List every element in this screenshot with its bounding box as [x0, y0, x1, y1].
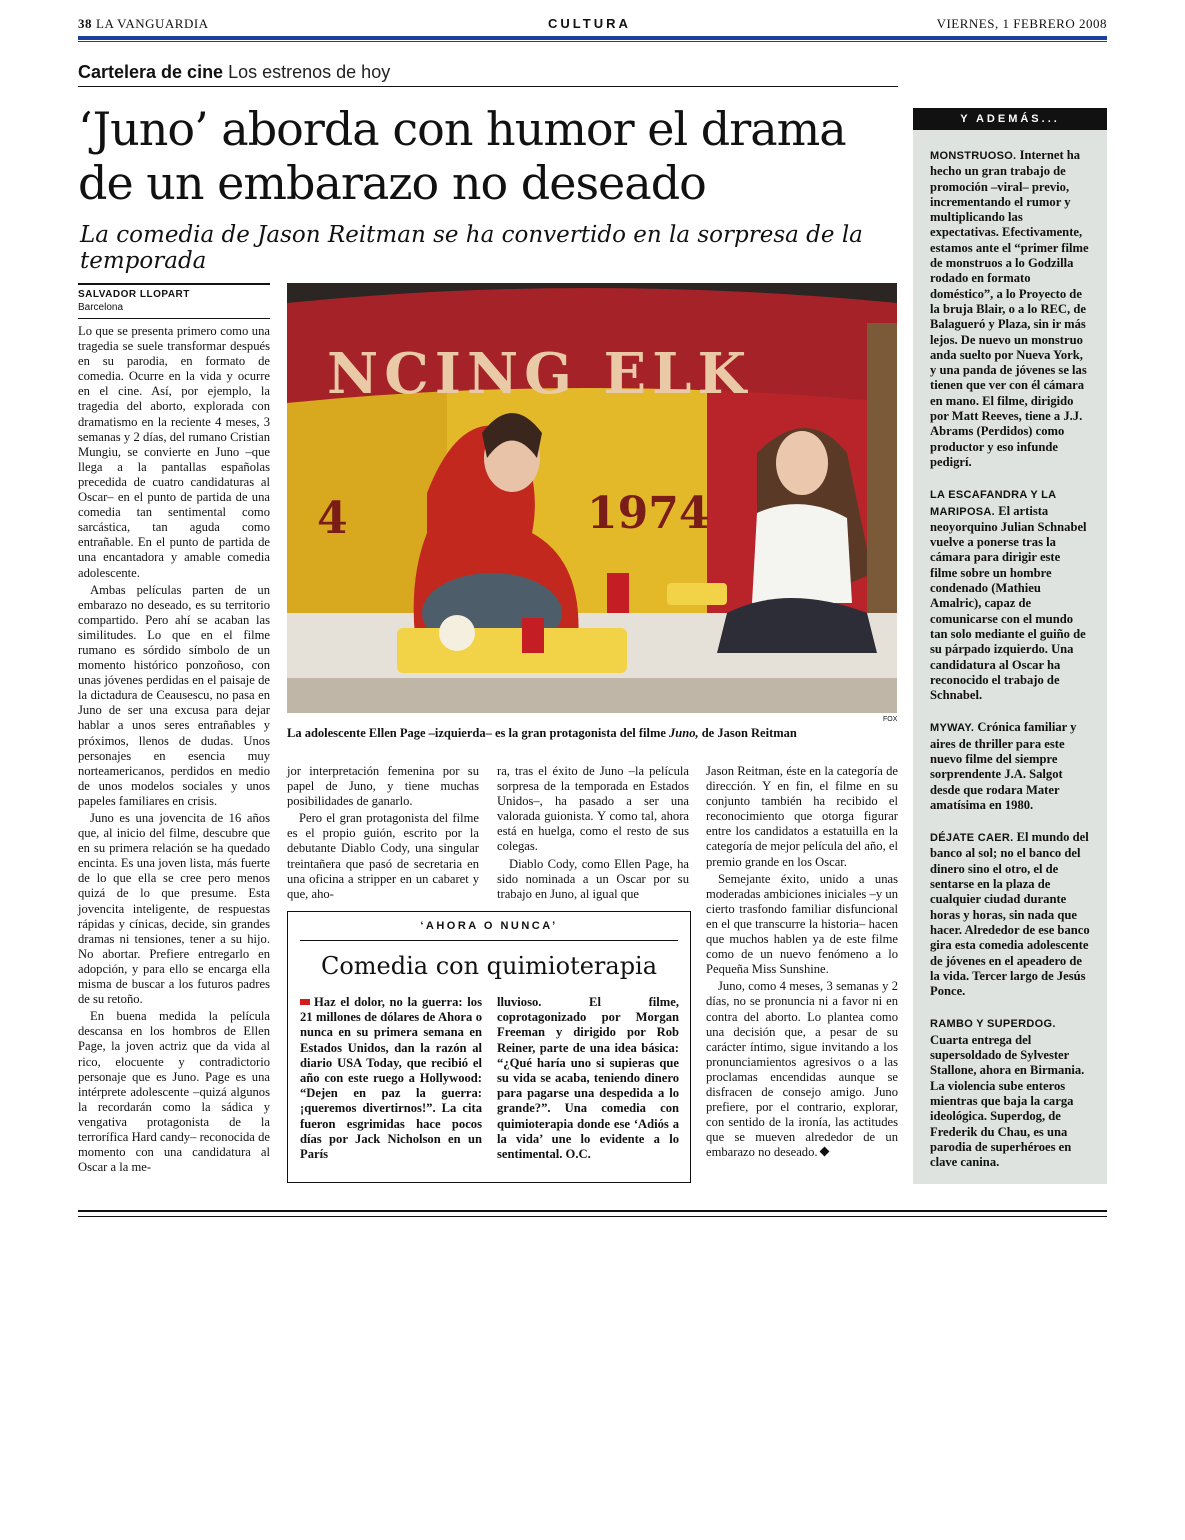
caption-text-end: de Jason Reitman — [698, 726, 797, 740]
paragraph: jor interpretación femenina por su papel de Juno, y tiene muchas posibilidades de ganarlo. — [287, 764, 479, 809]
page-number: 38 — [78, 16, 92, 31]
kicker-sub: Los estrenos de hoy — [228, 62, 391, 82]
banner-left-number: 4 — [317, 493, 348, 544]
byline-rule — [78, 283, 270, 285]
box-text: Haz el dolor, no la guerra: los 21 millones de dólares de Ahora o nunca en su primera semana en Estados Unidos, dan la razón al diario USA Today, que recibió el año con este ruego a Hollywood: “Dejen en paz la guerra: ¡queremos divertirnos!”. La cita fueron esgrimidas hace pocos días por Jack Nicholson en un París — [300, 995, 482, 1162]
photo-credit: FOX — [883, 716, 898, 723]
paragraph: Ambas películas parten de un embarazo no deseado, es su territorio compartido. Pero ahí se acaban las similitudes. Lo que en el filme rumano es sórdido símbolo de un momento histórico ponzoñoso, con unas jóvenes perdidas en el paisaje de la dictadura de Ceausescu, no pasa en Juno de ser una excusa para dejar hablar a unos seres entrañables y próximos, llenos de dudas. Unos personajes en esencia muy norteamericanos, perdidos en medio de unos modelos sociales y unos papeles familiares en crisis. — [78, 582, 270, 808]
footer-rule-thin — [78, 1216, 1107, 1217]
photo-caption — [287, 726, 897, 741]
paragraph-text: Juno, como 4 meses, 3 semanas y 2 días, no se pronuncia ni a favor ni en contra del aborto. Lo plantea como una decisión que, a pesar de su carácter íntimo, sigue invitando a los pronunciamientos agresivos o a las proclamas encendidas aunque se disfracen de consejo amigo. Juno prefiere, por el contrario, explorar, con sentido de la ironía, las actitudes que se mueven alrededor de un embarazo no deseado. — [706, 979, 898, 1160]
kicker-rule — [78, 86, 898, 87]
paragraph: Semejante éxito, unido a unas moderadas ambiciones iniciales –y un cierto trasfondo familiar disfuncional en el que transcurre la historia– hacen que muchos hablen ya de este filme como de un nuevo fenómeno a lo Pequeña Miss Sunshine. — [706, 871, 898, 977]
sidebar-item — [930, 487, 1090, 703]
headline-line-2: de un embarazo no deseado — [78, 156, 706, 210]
sidebar-item-label: RAMBO Y SUPERDOG. — [930, 1018, 1056, 1031]
box-title: Comedia con quimioterapia — [320, 952, 658, 980]
headline-line-1: ‘Juno’ aborda con humor el drama — [78, 102, 846, 156]
banner-right-number: 1974 — [587, 488, 710, 539]
newspaper-name: LA VANGUARDIA — [96, 16, 209, 31]
byline-author: SALVADOR LLOPART — [78, 289, 190, 300]
sidebar-item-label: DÉJATE CAER. — [930, 832, 1014, 845]
kicker — [78, 62, 390, 83]
footer-rule — [78, 1210, 1107, 1212]
paragraph: Juno es una jovencita de 16 años que, al inicio del filme, descubre que en su primera relación se ha quedado encinta. Es una joven lista, más fuerte de lo que ella se cree pero menos quizá de lo que presume. Esta jovencita inteligente, de respuestas rápidas y cínicas, decide, sin grandes dramas ni tensiones, tener a su hijo. No abortar. Prefiere entregarlo en adopción, y para ello se encarga ella misma de buscar a los futuros padres de su retoño. — [78, 811, 270, 1007]
box-tag: ‘AHORA O NUNCA’ — [420, 920, 558, 932]
article-photo — [287, 283, 897, 713]
bullet-icon — [300, 999, 310, 1005]
sidebar-item-text: Crónica familiar y aires de thriller para este nuevo filme del siempre sorprendente J.A. Salgot desde que rodara Mater amatísima en 1980. — [930, 720, 1077, 812]
box-column-1 — [300, 995, 482, 1162]
paragraph: Lo que se presenta primero como una tragedia se suele transformar después en su parodia, en formato de comedia. Ocurre en la vida y ocurre en el cine. Así, por ejemplo, la tragedia del aborto, explorada con dramatismo en la reciente 4 meses, 3 semanas y 2 días, del rumano Cristian Mungiu, se convierte en Juno –que llega a la pantallas españolas precedida de cuatro candidaturas al Oscar– en el punto de partida de una comedia tan sentimental como sarcástica, tan aguda como entrañable. En el punto de partida de una encantadora y amable comedia adolescente. — [78, 324, 270, 580]
sidebar-item-text: Internet ha hecho un gran trabajo de promoción –viral– previo, incrementando el rumor y multiplicando las expectativas. Efectivamente, estamos ante el “primer filme de monstruos a lo Godzilla rodado en formato doméstico”, a lo Proyecto de la bruja Blair, o a lo REC, de Balagueró y Plaza, sin ir más lejos. De nuevo un monstruo anda suelto por Nueva York, y una panda de jóvenes se las tienen que ver con él cámara en mano. El filme, dirigido por Matt Reeves, tiene a J.J. Abrams (Perdidos) como productor y eso infunde pedigrí. — [930, 148, 1089, 469]
caption-film-title: Juno, — [669, 726, 699, 740]
box-column-2 — [497, 995, 679, 1162]
sidebar-item — [930, 720, 1090, 813]
sidebar-item-text: El mundo del banco al sol; no el banco del dinero sino el otro, el de sentarse en la plaza de cualquier ciudad durante horas y horas, sin nada que hacer. Alrededor de ese banco gira esta comedia adolescente de jóvenes en el apeadero de la vida. Tercer largo de Jesús Ponce. — [930, 830, 1090, 999]
sidebar-item-label: MYWAY. — [930, 722, 975, 735]
header-rule-thin — [78, 41, 1107, 42]
box-tag-rule — [300, 940, 678, 941]
sidebar-item — [930, 148, 1090, 470]
box-paragraph: lluvioso. El filme, coprotagonizado por Morgan Freeman y dirigido por Rob Reiner, parte de una idea básica: “¿Qué haría uno si supieras que su vida se acaba, teniendo dinero para pagarse una despedida a lo grande?”. Una comedia con quimioterapia donde ese ‘Adiós a la vida’ une lo evidente a lo sentimental. O.C. — [497, 995, 679, 1162]
photo-illustration — [287, 283, 897, 713]
sidebar-item — [930, 830, 1090, 999]
paragraph: En buena medida la película descansa en los hombros de Ellen Page, la joven actriz que da vida al rico, elocuente y contradictorio personaje que es Juno. Page es una intérprete adolescente –quizá algunos la recordarán como la sádica y vengativa protagonista de la terrorífica Hard candy– reconocida de momento con una candidatura al Oscar a la me- — [78, 1009, 270, 1175]
byline-place: Barcelona — [78, 302, 124, 313]
headline — [78, 102, 898, 210]
section-name: CULTURA — [548, 16, 631, 31]
article-column-3 — [497, 764, 689, 904]
sidebar-item — [930, 1016, 1090, 1170]
article-column-1 — [78, 324, 270, 1177]
banner-text: NCING ELK — [327, 341, 753, 407]
kicker-label: Cartelera de cine — [78, 62, 224, 82]
sidebar-item-label: LA ESCAFANDRA Y LA MARIPOSA. — [930, 489, 1057, 518]
sidebar-title: Y ADEMÁS... — [913, 108, 1107, 130]
sidebar-item-text: El artista neoyorquino Julian Schnabel vuelve a ponerse tras la cámara para dirigir este filme sobre un hombre condenado (Mathieu Amalric), capaz de comunicarse con el mundo tan solo mediante el guiño de su párpado izquierdo. Una candidatura al Oscar ha reconocido el trabajo de Schnabel. — [930, 503, 1087, 703]
paragraph: Pero el gran protagonista del filme es el propio guión, escrito por la debutante Diablo Cody, una singular treintañera que pasó de secretaria en una oficina a stripper en un cabaret y que, aho- — [287, 811, 479, 901]
article-column-2 — [287, 764, 479, 904]
deck: La comedia de Jason Reitman se ha convertido en la sorpresa de la temporada — [80, 222, 863, 274]
paragraph: Jason Reitman, éste en la categoría de dirección. Y en fin, el filme en su conjunto también ha recibido el reconocimiento que otorga figurar entre los candidatos a estatuilla en la categoría de mejor película del año, el premio grande en los Oscar. — [706, 764, 898, 869]
paragraph: Diablo Cody, como Ellen Page, ha sido nominada a un Oscar por su trabajo en Juno, al igual que — [497, 856, 689, 901]
issue-date: VIERNES, 1 FEBRERO 2008 — [936, 16, 1107, 31]
box-paragraph — [300, 995, 482, 1162]
sidebar-item-text: Cuarta entrega del supersoldado de Sylvester Stallone, ahora en Birmania. La violencia sube enteros mientras que baja la carga ideológica. Superdog, de Frederik du Chau, es una parodia de superhéroes en clave canina. — [930, 1032, 1085, 1170]
sidebar-list — [930, 148, 1090, 1187]
paragraph: ra, tras el éxito de Juno –la película sorpresa de la temporada en Estados Unidos–, ha pasado a ser una valorada guionista. Y como tal, ahora está en huelga, como el resto de sus colegas. — [497, 764, 689, 854]
end-mark-icon — [819, 1147, 829, 1157]
byline-rule-bottom — [78, 318, 270, 319]
paragraph-last — [706, 979, 898, 1160]
article-column-4 — [706, 764, 898, 1162]
sidebar-item-label: MONSTRUOSO. — [930, 150, 1017, 162]
caption-text: La adolescente Ellen Page –izquierda– es la gran protagonista del filme — [287, 726, 670, 740]
header-rule — [78, 36, 1107, 40]
